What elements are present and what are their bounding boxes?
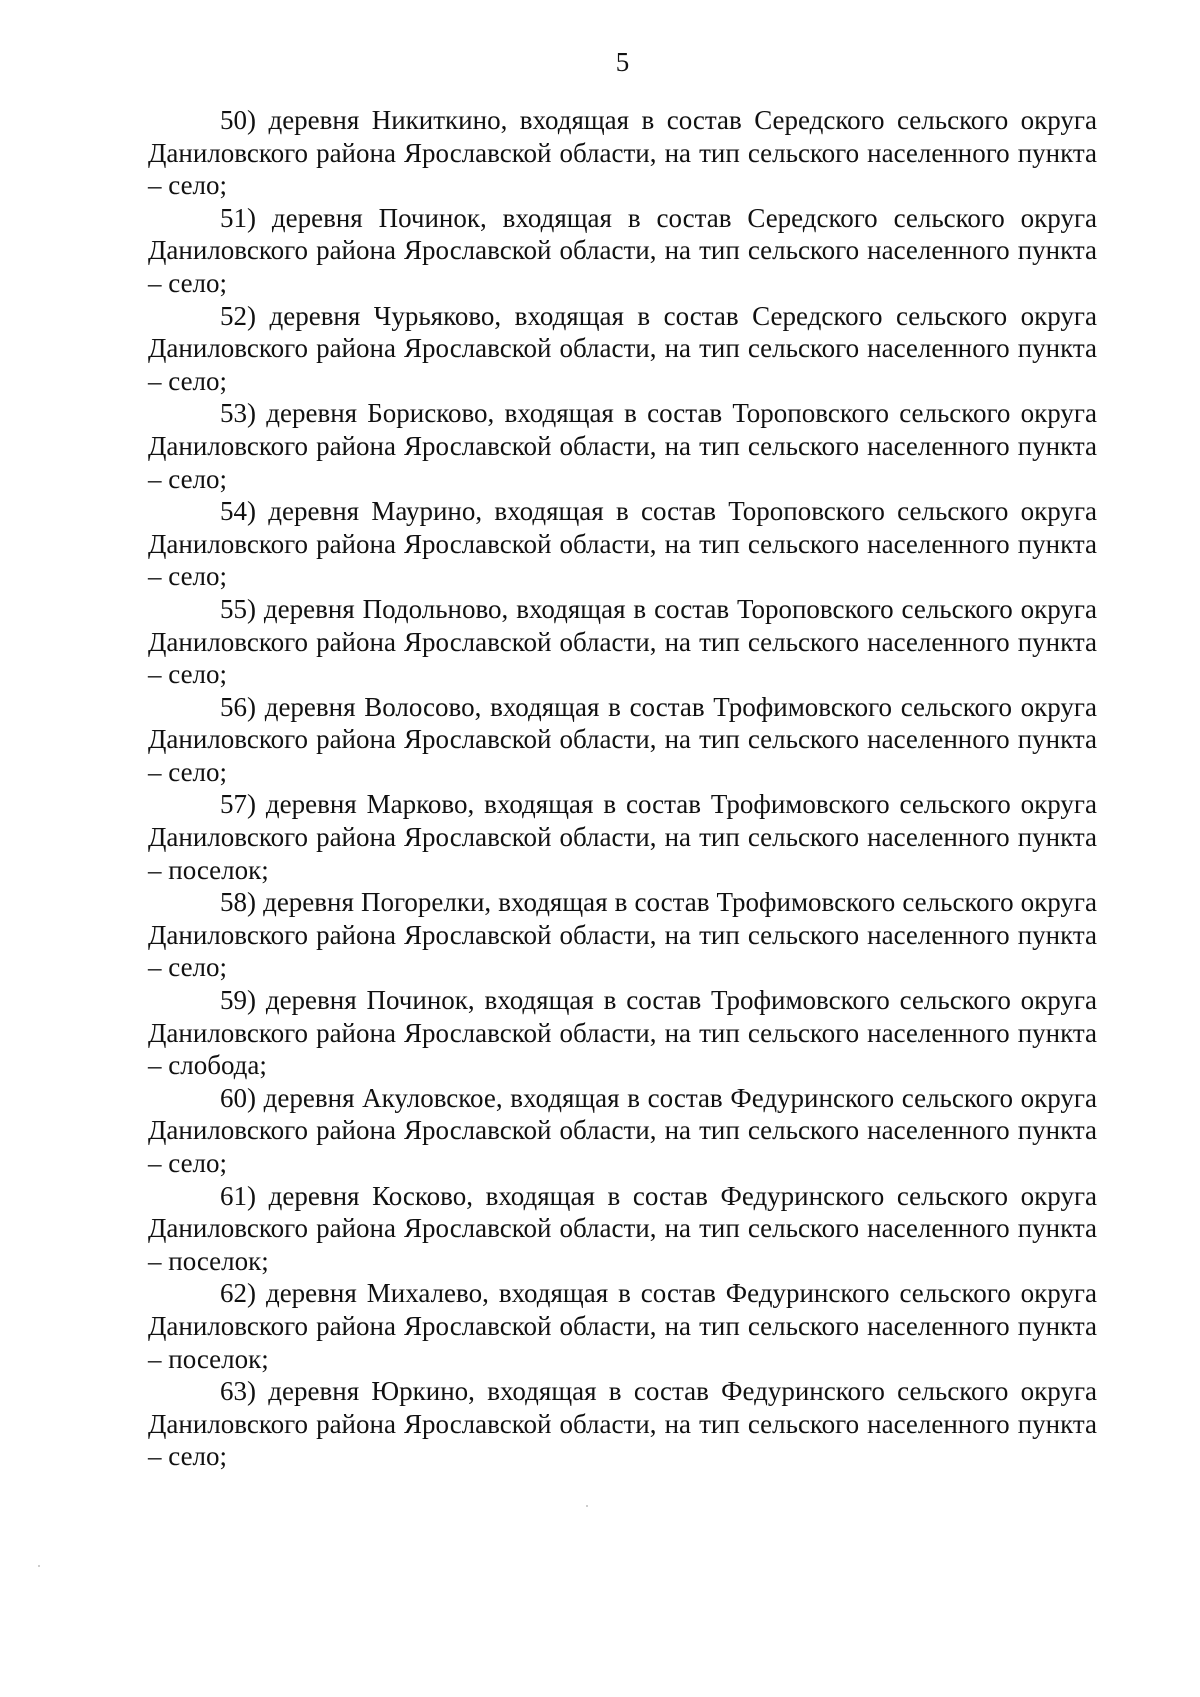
list-item: 53) деревня Борисково, входящая в состав Тороповского сельского округа Даниловского района Ярославской области, на тип сельского населенного пункта – село;: [148, 398, 1097, 494]
scan-speck: [38, 1565, 40, 1567]
page-number: 5: [615, 47, 630, 77]
document-body: [148, 104, 1097, 1473]
list-item: 50) деревня Никиткино, входящая в состав Середского сельского округа Даниловского района Ярославской области, на тип сельского населенного пункта – село;: [148, 105, 1097, 201]
scan-speck: [586, 1505, 588, 1507]
list-item: 54) деревня Маурино, входящая в состав Тороповского сельского округа Даниловского района Ярославской области, на тип сельского населенного пункта – село;: [148, 496, 1097, 592]
list-item: 52) деревня Чурьяково, входящая в состав Середского сельского округа Даниловского района Ярославской области, на тип сельского населенного пункта – село;: [148, 300, 1097, 396]
list-item: 61) деревня Косково, входящая в состав Федуринского сельского округа Даниловского района Ярославской области, на тип сельского населенного пункта – поселок;: [148, 1180, 1097, 1276]
list-item: 56) деревня Волосово, входящая в состав Трофимовского сельского округа Даниловского района Ярославской области, на тип сельского населенного пункта – село;: [148, 691, 1097, 787]
list-item: 59) деревня Починок, входящая в состав Трофимовского сельского округа Даниловского района Ярославской области, на тип сельского населенного пункта – слобода;: [148, 985, 1097, 1081]
list-item: 62) деревня Михалево, входящая в состав Федуринского сельского округа Даниловского района Ярославской области, на тип сельского населенного пункта – поселок;: [148, 1278, 1097, 1374]
list-item: 57) деревня Марково, входящая в состав Трофимовского сельского округа Даниловского района Ярославской области, на тип сельского населенного пункта – поселок;: [148, 789, 1097, 885]
list-item: 55) деревня Подольново, входящая в состав Тороповского сельского округа Даниловского района Ярославской области, на тип сельского населенного пункта – село;: [148, 593, 1097, 690]
list-item: 63) деревня Юркино, входящая в состав Федуринского сельского округа Даниловского района Ярославской области, на тип сельского населенного пункта – село;: [148, 1376, 1097, 1472]
list-item: 51) деревня Починок, входящая в состав Середского сельского округа Даниловского района Ярославской области, на тип сельского населенного пункта – село;: [148, 202, 1097, 298]
list-item: 58) деревня Погорелки, входящая в состав Трофимовского сельского округа Даниловского района Ярославской области, на тип сельского населенного пункта – село;: [148, 887, 1097, 983]
list-item: 60) деревня Акуловское, входящая в состав Федуринского сельского округа Даниловского района Ярославской области, на тип сельского населенного пункта – село;: [148, 1082, 1097, 1178]
